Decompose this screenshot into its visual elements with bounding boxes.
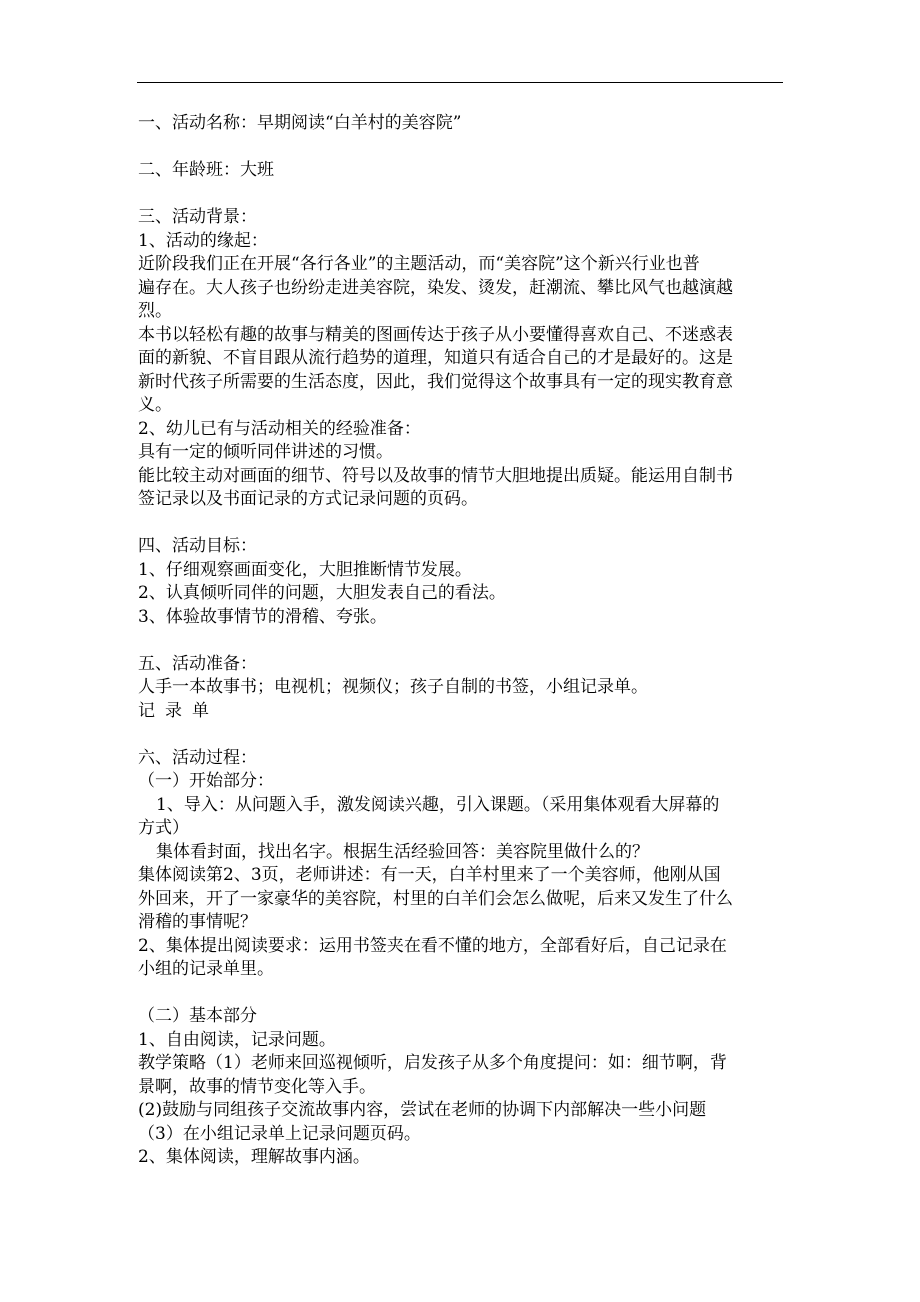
- header-rule: [137, 82, 783, 83]
- paragraph-line: 签记录以及书面记录的方式记录问题的页码。: [138, 489, 478, 509]
- section-activity-name: 一、活动名称：早期阅读“白羊村的美容院”: [138, 113, 462, 133]
- section-goals-heading: 四、活动目标：: [138, 536, 257, 556]
- paragraph-line: 能比较主动对画面的细节、符号以及故事的情节大胆地提出质疑。能运用自制书: [138, 465, 733, 486]
- part1-step1-line: 方式）: [138, 818, 189, 838]
- part1-step2-line: 小组的记录单里。: [138, 959, 274, 979]
- strategy-line: （3）在小组记录单上记录问题页码。: [138, 1123, 421, 1144]
- section-process-heading: 六、活动过程：: [138, 747, 257, 768]
- part1-heading: （一）开始部分：: [138, 771, 274, 791]
- part1-read-line: 外回来，开了一家豪华的美容院，村里的白羊们会怎么做呢，后来又发生了什么: [138, 888, 733, 909]
- part1-cover: 集体看封面，找出名字。根据生活经验回答：美容院里做什么的？: [156, 841, 649, 862]
- part2-step1: 1、自由阅读，记录问题。: [138, 1029, 336, 1050]
- section-age-group: 二、年龄班：大班: [138, 160, 274, 180]
- paragraph-line: 近阶段我们正在开展“各行各业”的主题活动，而“美容院”这个新兴行业也普: [138, 254, 700, 274]
- paragraph-line: 烈。: [138, 301, 172, 321]
- part1-read-line: 集体阅读第2、3页，老师讲述：有一天，白羊村里来了一个美容师，他刚从国: [138, 865, 721, 885]
- experience-heading: 2、幼儿已有与活动相关的经验准备：: [138, 418, 421, 439]
- section-background-heading: 三、活动背景：: [138, 207, 257, 227]
- part1-step2-line: 2、集体提出阅读要求：运用书签夹在看不懂的地方，全部看好后，自己记录在: [138, 935, 727, 956]
- strategy-line: (2)鼓励与同组孩子交流故事内容，尝试在老师的协调下内部解决一些小问题: [138, 1100, 707, 1120]
- goal-item: 1、仔细观察画面变化，大胆推断情节发展。: [138, 559, 472, 580]
- part2-step2: 2、集体阅读，理解故事内涵。: [138, 1147, 370, 1167]
- paragraph-line: 新时代孩子所需要的生活态度，因此，我们觉得这个故事具有一定的现实教育意: [138, 371, 733, 392]
- strategy-line: 教学策略（1）老师来回巡视倾听，启发孩子从多个角度提问：如：细节啊，背: [138, 1053, 727, 1073]
- paragraph-line: 具有一定的倾听同伴讲述的习惯。: [138, 442, 393, 462]
- paragraph-line: 义。: [138, 395, 172, 415]
- section-preparation-heading: 五、活动准备：: [138, 653, 257, 674]
- preparation-items: 人手一本故事书；电视机；视频仪；孩子自制的书签，小组记录单。: [138, 677, 648, 697]
- paragraph-line: 面的新貌、不盲目跟从流行趋势的道理，知道只有适合自己的才是最好的。这是: [138, 348, 733, 368]
- part1-step1-line: 1、导入：从问题入手，激发阅读兴趣，引入课题。（采用集体观看大屏幕的: [156, 794, 720, 815]
- strategy-line: 景啊，故事的情节变化等入手。: [138, 1076, 376, 1097]
- goal-item: 3、体验故事情节的滑稽、夸张。: [138, 606, 387, 627]
- part2-heading: （二）基本部分: [138, 1006, 257, 1026]
- record-sheet-label: 记录单: [138, 700, 219, 721]
- origin-heading: 1、活动的缘起：: [138, 230, 268, 251]
- part1-read-line: 滑稽的事情呢？: [138, 912, 257, 932]
- paragraph-line: 遍存在。大人孩子也纷纷走进美容院，染发、烫发，赶潮流、攀比风气也越演越: [138, 277, 733, 298]
- document-body: [138, 112, 784, 1170]
- goal-item: 2、认真倾听同伴的问题，大胆发表自己的看法。: [138, 583, 506, 603]
- paragraph-line: 本书以轻松有趣的故事与精美的图画传达于孩子从小要懂得喜欢自己、不迷惑表: [138, 324, 733, 345]
